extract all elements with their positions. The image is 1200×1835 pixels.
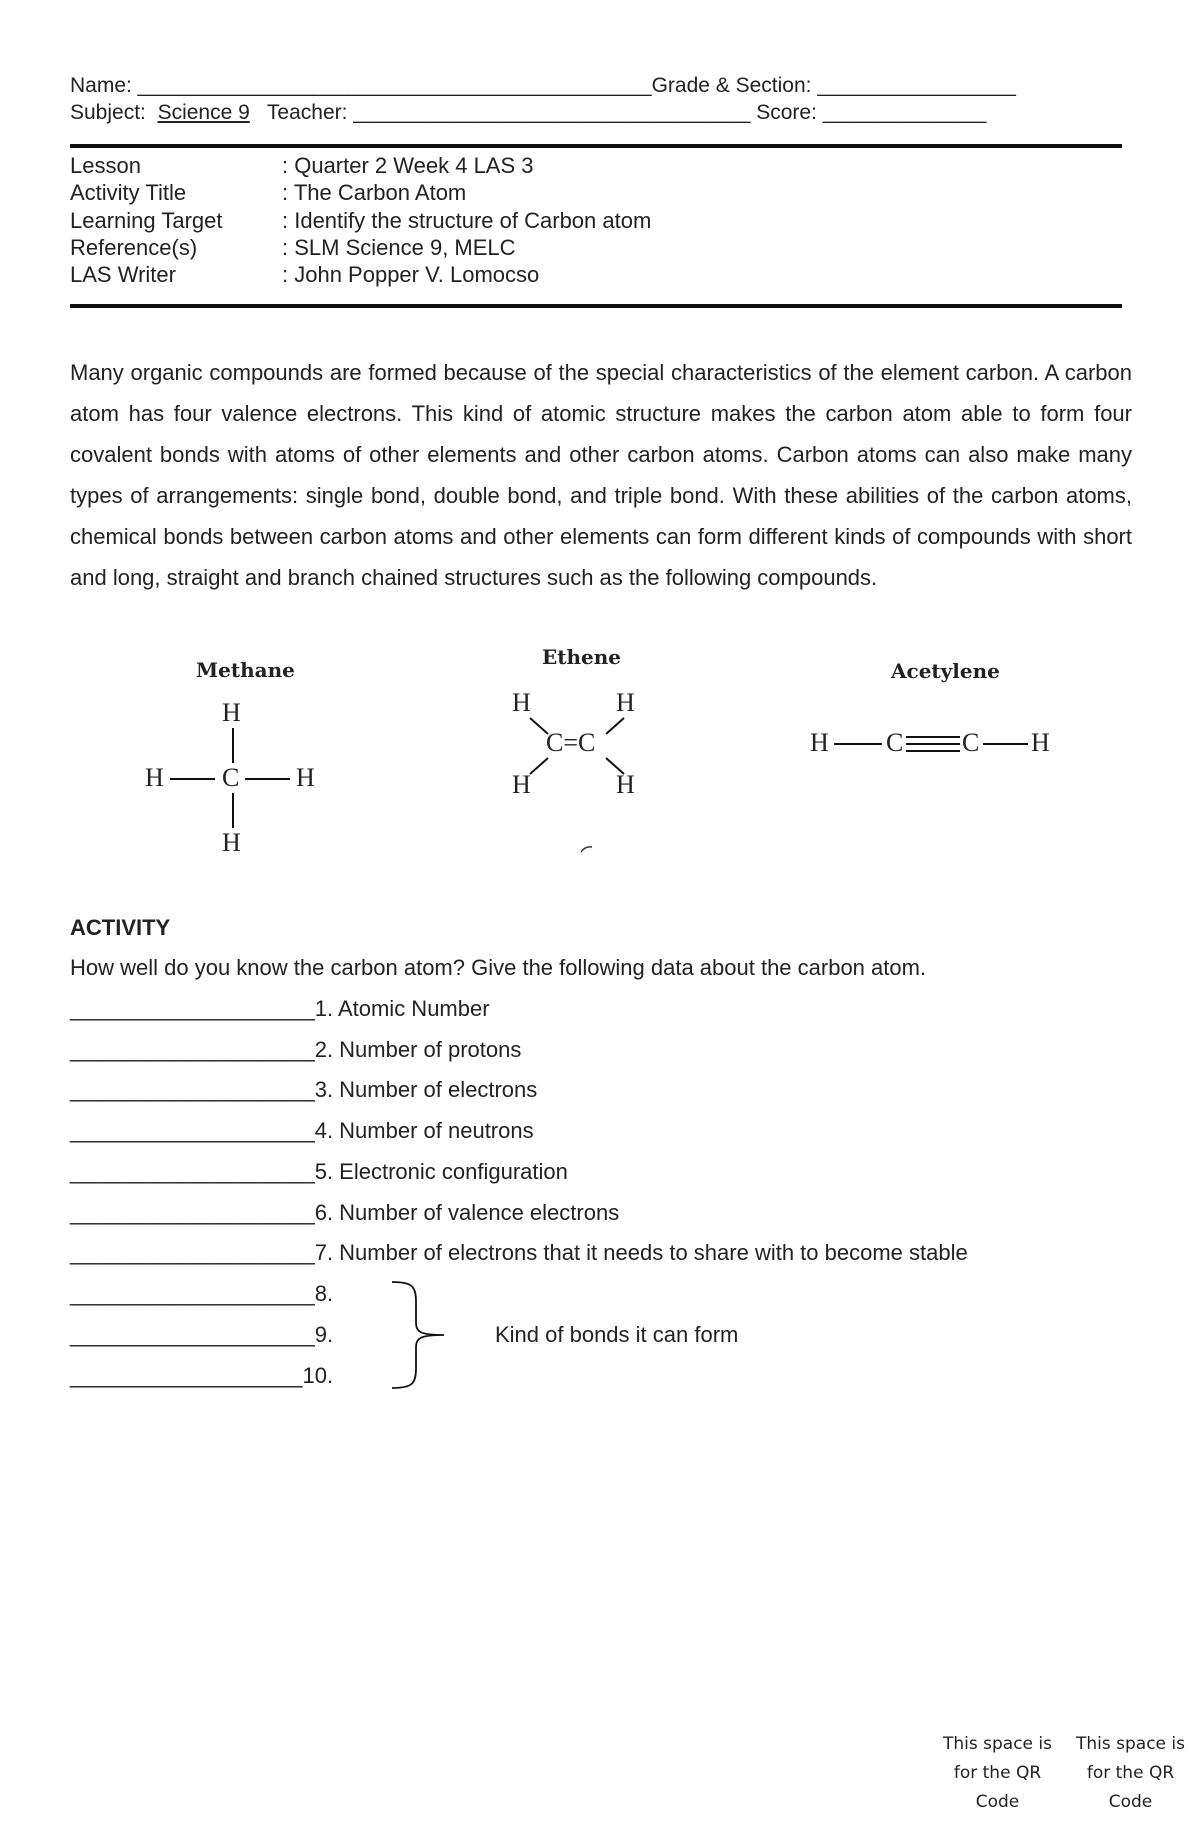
single-bond (834, 743, 882, 745)
acetylene-title: Acetylene (891, 659, 1000, 683)
question-item[interactable]: ____________________7. Number of electrons that it needs to share with to become stable (70, 1240, 968, 1265)
carbon-atom: C (886, 728, 904, 757)
question-item[interactable]: ____________________2. Number of protons (70, 1037, 522, 1062)
qr-code-placeholder: This space is for the QR Code (943, 1734, 1052, 1812)
hydrogen-atom: H (145, 763, 164, 792)
bracket-label: Kind of bonds it can form (495, 1322, 739, 1347)
meta-label: LAS Writer (70, 262, 176, 287)
meta-label: Lesson (70, 153, 141, 178)
single-bond (530, 758, 548, 774)
hydrogen-atom: H (296, 763, 315, 792)
activity-prompt: How well do you know the carbon atom? Give the following data about the carbon atom. (70, 955, 927, 980)
subject-label: Subject: (70, 101, 146, 124)
meta-label: Reference(s) (70, 235, 198, 260)
hydrogen-atom: H (512, 688, 531, 717)
top-rule (70, 144, 1122, 148)
single-bond (245, 778, 290, 780)
single-bond (232, 728, 234, 763)
single-bond (983, 743, 1028, 745)
meta-value: : John Popper V. Lomocso (282, 262, 540, 287)
single-bond (232, 793, 234, 828)
stray-mark (580, 845, 594, 853)
hydrogen-atom: H (810, 728, 829, 757)
qr-code-placeholder: This space is for the QR Code (1076, 1734, 1185, 1812)
single-bond (170, 778, 215, 780)
carbon-atom: C (222, 763, 240, 792)
meta-label: Activity Title (70, 180, 187, 205)
intro-paragraph: Many organic compounds are formed because of the special characteristics of the element carbon. A carbon atom has four valence electrons. This kind of atomic structure makes the carbon atom able to form four covalent bonds with atoms of other elements and other carbon atoms. Carbon atoms can also make many types of arrangements: single bond, double bond, and triple bond. With these abilities of the carbon atoms, chemical bonds between carbon atoms and other elements can form different kinds of compounds with short and long, straight and branch chained structures such as the following compounds. (70, 360, 1132, 590)
question-item[interactable]: ____________________6. Number of valence electrons (70, 1200, 620, 1225)
hydrogen-atom: H (222, 698, 241, 727)
meta-label: Learning Target (70, 208, 223, 233)
single-bond (530, 718, 548, 734)
teacher-score-line: Teacher: __________________________________ Score: ______________ (266, 101, 987, 124)
methane-title: Methane (196, 658, 295, 682)
activity-title: ACTIVITY (70, 915, 171, 940)
hydrogen-atom: H (616, 770, 635, 799)
name-grade-line: Name: ____________________________________________Grade & Section: _________________ (70, 74, 1016, 97)
bottom-rule (70, 304, 1122, 308)
question-item[interactable]: ____________________9. (70, 1322, 334, 1347)
carbon-carbon-double-bond: C=C (546, 728, 596, 757)
meta-value: : SLM Science 9, MELC (282, 235, 516, 260)
question-item[interactable]: ____________________1. Atomic Number (70, 996, 490, 1021)
question-item[interactable]: ____________________8. (70, 1281, 334, 1306)
hydrogen-atom: H (616, 688, 635, 717)
question-item[interactable]: ___________________10. (70, 1363, 334, 1388)
single-bond (606, 718, 624, 734)
carbon-atom: C (962, 728, 980, 757)
subject-value: Science 9 (157, 101, 250, 124)
meta-value: : The Carbon Atom (282, 180, 467, 205)
question-item[interactable]: ____________________5. Electronic configuration (70, 1159, 568, 1184)
subject-teacher-line (70, 99, 986, 126)
hydrogen-atom: H (222, 828, 241, 857)
hydrogen-atom: H (1031, 728, 1050, 757)
meta-value: : Quarter 2 Week 4 LAS 3 (282, 153, 534, 178)
question-item[interactable]: ____________________4. Number of neutrons (70, 1118, 534, 1143)
single-bond (606, 758, 624, 774)
meta-value: : Identify the structure of Carbon atom (282, 208, 652, 233)
triple-bond (906, 750, 960, 752)
curly-brace (390, 1280, 450, 1392)
triple-bond (906, 743, 960, 745)
question-item[interactable]: ____________________3. Number of electrons (70, 1077, 538, 1102)
ethene-title: Ethene (542, 645, 622, 669)
triple-bond (906, 736, 960, 738)
hydrogen-atom: H (512, 770, 531, 799)
ethene-bonds (500, 690, 650, 800)
